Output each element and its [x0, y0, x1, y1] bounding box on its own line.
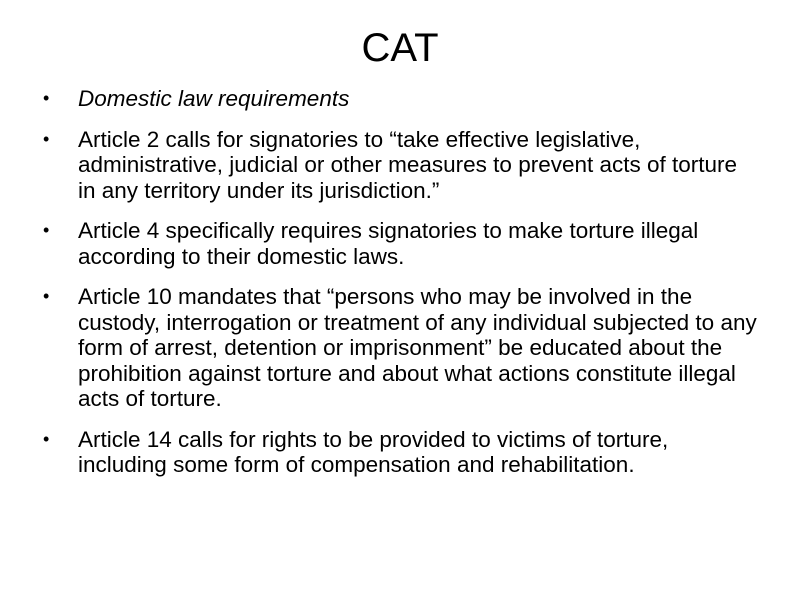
bullet-text: Article 10 mandates that “persons who may be involved in the custody, interrogation or treatment of any individual subjected to any form of arrest, detention or imprisonment” be educated about the prohibition against torture and about what actions constitute illegal acts of torture.: [78, 284, 757, 411]
bullet-icon: •: [43, 286, 50, 306]
bullet-text: Domestic law requirements: [78, 86, 350, 111]
bullet-item: [40, 86, 760, 112]
bullet-icon: •: [43, 220, 50, 240]
bullet-icon: •: [43, 88, 50, 108]
bullet-item: [40, 284, 760, 412]
bullet-item: [40, 427, 760, 478]
bullet-text: Article 4 specifically requires signatories to make torture illegal according to their domestic laws.: [78, 218, 699, 269]
bullet-item: [40, 127, 760, 204]
slide-title: CAT: [361, 26, 439, 70]
bullet-text: Article 14 calls for rights to be provided to victims of torture, including some form of compensation and rehabilitation.: [78, 426, 669, 477]
bullet-icon: •: [43, 428, 50, 449]
bullet-text: Article 2 calls for signatories to “take effective legislative, administrative, judicial or other measures to prevent acts of torture in any territory under its jurisdiction.”: [78, 126, 738, 203]
bullet-item: [40, 218, 760, 269]
bullet-icon: •: [43, 128, 50, 149]
bullet-list: [40, 86, 760, 493]
